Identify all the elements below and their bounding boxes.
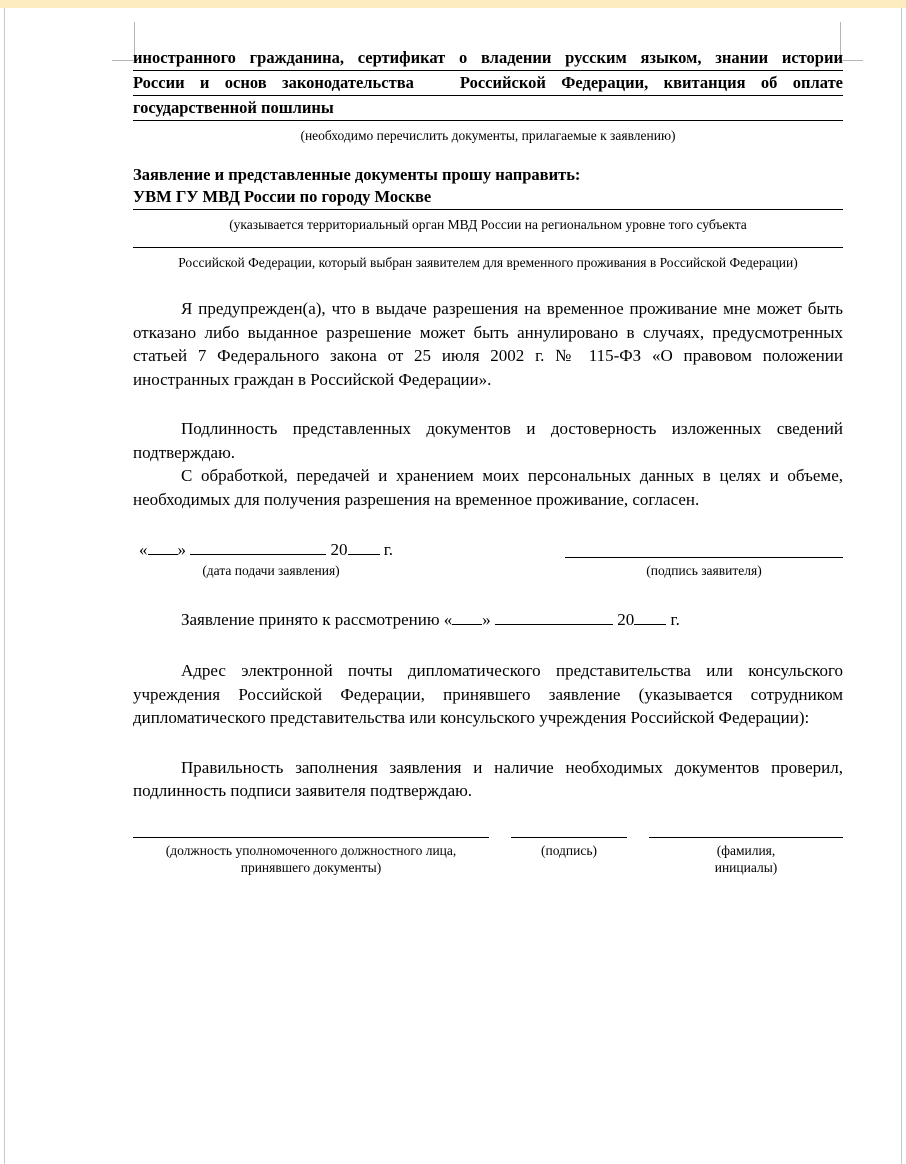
direct-application-heading: Заявление и представленные документы прошу направить: <box>133 165 581 184</box>
attachments-fill-line-3[interactable]: государственной пошлины <box>133 96 843 121</box>
attachments-fill-line-2[interactable]: России и основ законодательства Российской Федерации, квитанция об оплате <box>133 71 843 96</box>
authority-continuation-rule <box>133 247 843 248</box>
authority-caption-line-1: (указывается территориальный орган МВД России на региональном уровне того субъекта <box>229 217 747 232</box>
accepted-month-input[interactable] <box>495 624 613 625</box>
official-signature-input[interactable] <box>511 837 627 838</box>
date-quote-close: » <box>177 540 186 559</box>
verification-paragraph: Правильность заполнения заявления и наличие необходимых документов проверил, подлинность подписи заявителя подтверждаю. <box>133 757 843 800</box>
applicant-signature-input[interactable] <box>565 557 843 558</box>
official-name-caption-line-1: (фамилия, <box>716 842 776 858</box>
accepted-quote-open: « <box>443 610 453 629</box>
authority-caption-line-2: Российской Федерации, который выбран заявителем для временного проживания в Российской Федерации) <box>178 255 798 270</box>
official-signature-caption: (подпись) <box>540 842 598 858</box>
date-signature-captions <box>133 563 843 581</box>
year-prefix: 20 <box>330 540 348 559</box>
official-position-column <box>133 837 489 876</box>
official-position-input[interactable] <box>133 837 489 838</box>
warning-paragraph: Я предупрежден(а), что в выдаче разрешения на временное проживание мне может быть отказано либо выданное разрешение может быть аннулировано в случаях, предусмотренных статьей 7 Федерального закона от 25 июля 2002 г. № 115-ФЗ «О правовом положении иностранных граждан в Российской Федерации». <box>133 299 843 389</box>
date-quote-open: « <box>139 540 148 559</box>
year-suffix: г. <box>383 540 394 559</box>
day-input[interactable] <box>148 554 178 555</box>
official-name-caption-line-2: инициалы) <box>714 859 778 875</box>
accepted-year-suffix: г. <box>670 610 680 629</box>
official-signature-column <box>511 837 627 859</box>
accepted-year-input[interactable] <box>634 624 666 625</box>
year-input[interactable] <box>348 554 380 555</box>
official-name-column <box>649 837 843 876</box>
authority-field[interactable]: УВМ ГУ МВД России по городу Москве <box>133 186 843 210</box>
official-position-caption-line-2: принявшего документы) <box>240 859 382 875</box>
official-position-caption-line-1: (должность уполномоченного должностного лица, <box>165 842 457 858</box>
accepted-label: Заявление принято к рассмотрению <box>181 610 440 629</box>
month-input[interactable] <box>190 554 326 555</box>
attachments-fill-line-1[interactable]: иностранного гражданина, сертификат о владении русским языком, знании истории <box>133 46 843 71</box>
accepted-quote-close: » <box>482 610 491 629</box>
accepted-row <box>133 607 843 633</box>
date-signature-row <box>133 537 843 563</box>
attachments-block <box>133 46 843 144</box>
date-signature-block <box>133 537 843 581</box>
authenticity-paragraph: Подлинность представленных документов и достоверность изложенных сведений подтверждаю. <box>133 419 843 462</box>
viewer-top-strip <box>0 0 906 8</box>
official-signature-block <box>133 837 843 893</box>
accepted-year-prefix: 20 <box>617 610 635 629</box>
accepted-day-input[interactable] <box>452 624 482 625</box>
attachments-caption: (необходимо перечислить документы, прилагаемые к заявлению) <box>300 128 676 143</box>
official-name-input[interactable] <box>649 837 843 838</box>
consent-paragraph: С обработкой, передачей и хранением моих персональных данных в целях и объеме, необходимых для получения разрешения на временное проживание, согласен. <box>133 466 843 509</box>
date-caption: (дата подачи заявления) <box>202 563 340 578</box>
document-content <box>133 46 843 893</box>
applicant-signature-caption: (подпись заявителя) <box>646 563 762 578</box>
email-paragraph <box>133 659 843 730</box>
email-paragraph-text: Адрес электронной почты дипломатического представительства или консульского учреждения Российской Федерации, принявшего заявление (указывается сотрудником дипломатического представительства или консульского учреждения Российской Федерации): <box>133 661 843 727</box>
direct-application-block <box>133 164 843 271</box>
